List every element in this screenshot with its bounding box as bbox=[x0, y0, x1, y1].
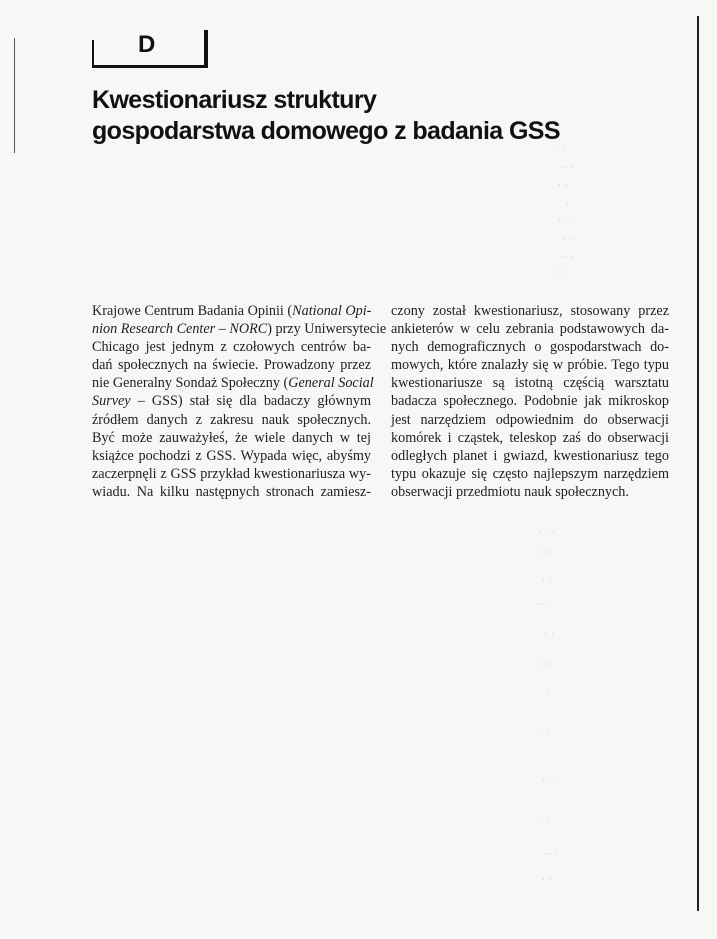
body-text-left-column bbox=[92, 302, 387, 501]
text-line: mowych, które znalazły się w próbie. Tego typu bbox=[391, 357, 669, 374]
appendix-box-left-edge bbox=[92, 40, 94, 65]
text-line: Krajowe Centrum Badania Opinii (National Opi- bbox=[92, 303, 372, 319]
text-line: obserwacji przedmiotu nauk społecznych. bbox=[391, 483, 629, 500]
text-line: źródłem danych z zakresu nauk społecznych. bbox=[92, 411, 371, 428]
body-text-right-column bbox=[391, 302, 669, 501]
text-line: Chicago jest jednym z czołowych centrów ba- bbox=[92, 339, 371, 356]
text-line: jest narzędziem odpowiednim do obserwacji bbox=[391, 411, 669, 428]
text-line: typu okazuje się często najlepszym narzędziem bbox=[391, 465, 669, 482]
text-line: książce pochodzi z GSS. Wypada więc, abyśmy bbox=[92, 447, 371, 464]
text-line: odległych planet i gwiazd, kwestionariusz tego bbox=[391, 447, 669, 464]
page-title-line-2: gospodarstwa domowego z badania GSS bbox=[92, 117, 560, 145]
text-line: Być może zauważyłeś, że wiele danych w tej bbox=[92, 429, 371, 446]
text-line: nie Generalny Sondaż Społeczny (General Social bbox=[92, 375, 374, 392]
text-line: Survey – GSS) stał się dla badaczy głównym bbox=[92, 393, 371, 410]
text-line: wiadu. Na kilku następnych stronach zamiesz- bbox=[92, 483, 371, 500]
page-title bbox=[92, 85, 652, 147]
appendix-letter: D bbox=[138, 31, 156, 58]
page-title-line-1: Kwestionariusz struktury bbox=[92, 86, 377, 114]
text-line: badacza społecznego. Podobnie jak mikroskop bbox=[391, 393, 669, 410]
text-line: nion Research Center – NORC) przy Uniwersytecie bbox=[92, 321, 387, 338]
text-line: kwestionariusze są istotną częścią warsztatu bbox=[391, 375, 669, 392]
text-line: czony został kwestionariusz, stosowany przez bbox=[391, 303, 669, 319]
text-line: dań społecznych na świecie. Prowadzony przez bbox=[92, 357, 371, 374]
appendix-box-right-edge bbox=[204, 30, 208, 65]
text-line: zaczerpnęli z GSS przykład kwestionariusza wy- bbox=[92, 465, 371, 482]
text-line: nych demograficznych o gospodarstwach do- bbox=[391, 339, 669, 356]
appendix-label-box bbox=[92, 28, 208, 68]
scan-edge-right bbox=[697, 16, 699, 911]
text-line: komórek i cząstek, teleskop zaś do obserwacji bbox=[391, 429, 669, 446]
scan-edge-left bbox=[14, 38, 15, 153]
text-line: ankieterów w celu zebrania podstawowych da- bbox=[391, 321, 669, 338]
